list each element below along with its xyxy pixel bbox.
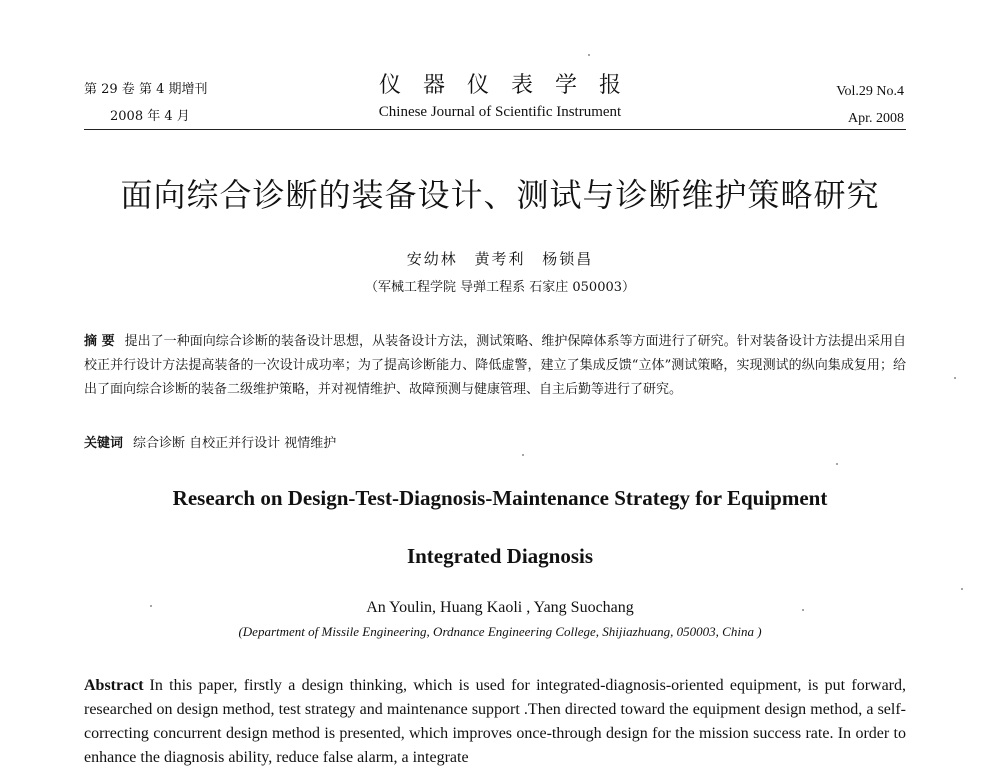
authors-cn: 安幼林 黄考利 杨锁昌 <box>406 250 594 268</box>
scan-speck <box>961 588 963 590</box>
scan-speck <box>588 54 590 56</box>
volume-cn: 第 29 卷 第 4 期增刊 <box>84 82 208 97</box>
date-cn: 2008 年 4 月 <box>110 109 190 124</box>
date-en: Apr. 2008 <box>848 111 904 126</box>
keywords-cn <box>84 434 336 454</box>
keywords-cn-label: 关键词 <box>84 436 124 451</box>
scan-speck <box>522 454 524 456</box>
abstract-en <box>84 674 906 770</box>
affiliation-en: (Department of Missile Engineering, Ordnance Engineering College, Shijiazhuang, 050003, China ) <box>238 624 762 639</box>
authors-en: An Youlin, Huang Kaoli , Yang Suochang <box>366 599 634 616</box>
paper-title-cn: 面向综合诊断的装备设计、测试与诊断维护策略研究 <box>120 176 880 214</box>
journal-name-en: Chinese Journal of Scientific Instrument <box>378 104 622 120</box>
journal-name-cn: 仪器仪表学报 <box>378 73 643 98</box>
header-rule <box>84 129 906 130</box>
volume-en: Vol.29 No.4 <box>836 84 904 99</box>
scan-speck <box>150 605 152 607</box>
abstract-cn <box>84 330 906 402</box>
paper-title-en-line2: Integrated Diagnosis <box>406 544 594 568</box>
scan-speck <box>836 463 838 465</box>
abstract-cn-label: 摘 要 <box>84 334 115 349</box>
header-center <box>330 72 670 121</box>
keywords-cn-text: 综合诊断 自校正并行设计 视情维护 <box>133 436 337 451</box>
abstract-en-label: Abstract <box>84 677 144 694</box>
abstract-en-text: In this paper, firstly a design thinking, which is used for integrated-diagnosis-oriented equipment, is put forward, researched on design method, test strategy and maintenance support .Then directed toward the equipment design method, a self-correcting concurrent design method is presented, which improves once-through design for the mission success rate. In order to enhance the diagnosis ability, reduce false alarm, a integrate <box>84 677 906 766</box>
scan-speck <box>954 377 956 379</box>
header-left <box>84 76 207 130</box>
abstract-cn-text: 提出了一种面向综合诊断的装备设计思想，从装备设计方法，测试策略、维护保障体系等方面进行了研究。针对装备设计方法提出采用自校正并行设计方法提高装备的一次设计成功率；为了提高诊断能力、降低虚警，建立了集成反馈“立体”测试策略，实现测试的纵向集成复用；给出了面向综合诊断的装备二级维护策略，并对视情维护、故障预测与健康管理、自主后勤等进行了研究。 <box>84 334 906 397</box>
affiliation-cn: （军械工程学院 导弹工程系 石家庄 050003） <box>364 280 636 295</box>
scan-speck <box>802 609 804 611</box>
header-right <box>836 78 904 132</box>
paper-title-en-line1: Research on Design-Test-Diagnosis-Maintenance Strategy for Equipment <box>172 486 828 510</box>
